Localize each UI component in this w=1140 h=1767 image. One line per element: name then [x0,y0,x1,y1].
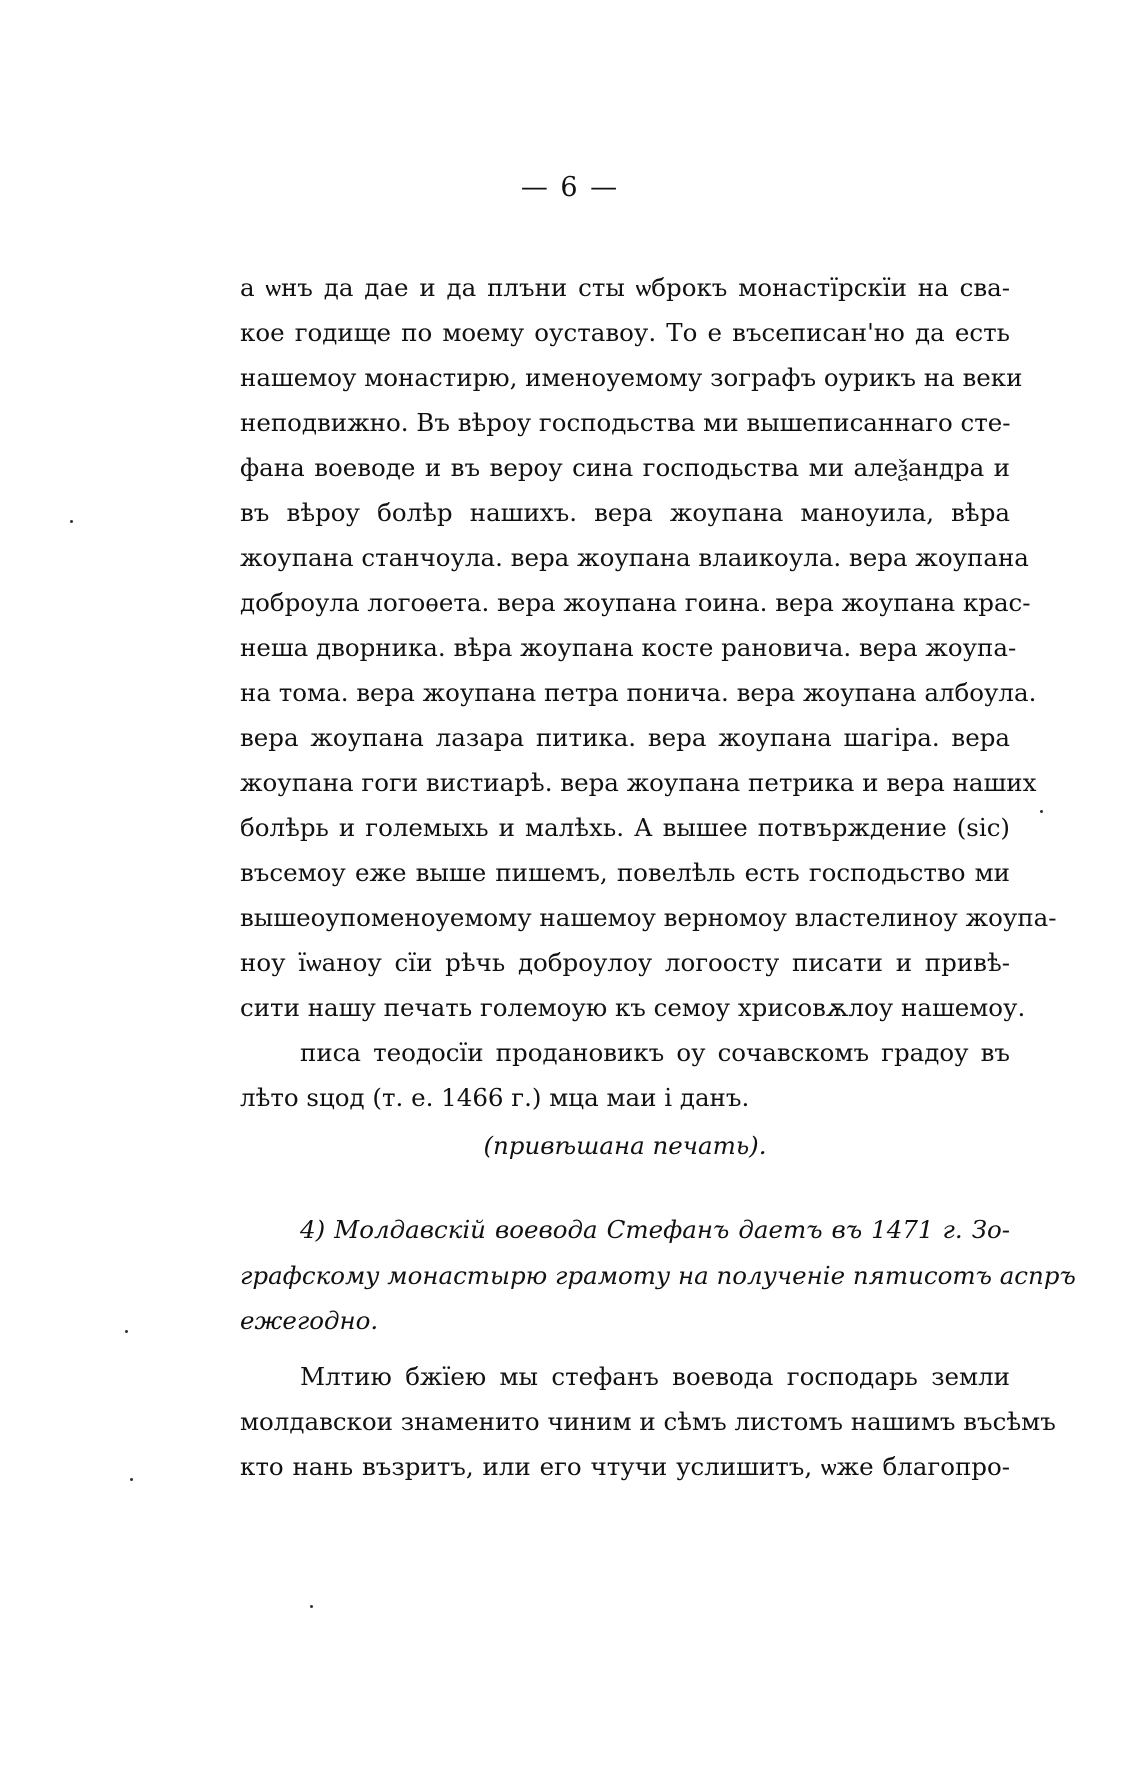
text-line: доброула логоѳета. вера жоупана гоина. вера жоупана крас- [240,588,1031,617]
scan-speck [70,520,73,523]
text-line: сити нашу печать големоую къ семоу хрисовѫлоу нашемоу. [240,993,1026,1022]
text-line: на тома. вера жоупана петра понича. вера жоупана албоула. [240,678,1037,707]
text-line: а ѡнъ да дае и да плъни сты ѡброкъ монастїрскїи на сва- [240,273,1010,302]
scribe-line: лѣто ѕцод (т. е. 1466 г.) мца маи і данъ. [240,1083,750,1112]
scan-speck [310,1605,313,1608]
text-line: жоупана гоги вистиарѣ. вера жоупана петрика и вера наших [240,768,1037,797]
page-number: — 6 — [520,172,620,203]
text-line: нашемоу монастирю, именоуемому зографъ оурикъ на веки [240,363,1023,392]
text-line: въсемоу еже выше пишемъ, повелѣль есть господьство ми [240,858,1010,887]
text-line: неподвижно. Въ вѣроу господьства ми вышеписаннаго сте- [240,408,1011,437]
section-heading-line: графскому монастырю грамоту на полученіе пятисотъ аспръ [240,1261,1076,1290]
text-line: вышеоупоменоуемому нашемоу верномоу властелиноу жоупа- [240,903,1057,932]
text-line: ноу їѡаноу сїи рѣчь доброулоу логоосту писати и привѣ- [240,948,1010,977]
section-heading-line: ежегодно. [240,1306,379,1335]
text-line: въ вѣроу болѣр нашихъ. вера жоупана маноуила, вѣра [240,498,1010,527]
text-line: молдавскои знаменито чиним и сѣмъ листомъ нашимъ въсѣмъ [240,1407,1056,1436]
text-line: жоупана станчоула. вера жоупана влаикоула. вера жоупана [240,543,1029,572]
text-line: неша дворника. вѣра жоупана косте рановича. вера жоупа- [240,633,1017,662]
section-heading-line: 4) Молдавскій воевода Стефанъ даетъ въ 1471 г. Зо- [300,1215,1010,1244]
text-line: Млтию бжїею мы стефанъ воевода господарь земли [300,1362,1010,1391]
scan-speck [125,1330,128,1333]
text-line: фана воеводе и въ вероу сина господьства ми алеѯандра и [240,453,1010,482]
text-line: кое годище по моему оуставоу. То е въсеписан'но да есть [240,318,1010,347]
scan-speck [1040,810,1043,813]
scribe-line: писа теодосїи продановикъ оу сочавскомъ градоу въ [300,1038,1010,1067]
text-line: кто нань възритъ, или его чтучи услишитъ, ѡже благопро- [240,1452,1010,1481]
seal-note: (привѣшана печать). [483,1131,767,1160]
text-line: болѣрь и големыхь и малѣхь. А вышее потвърждение (sic) [240,813,1010,842]
scan-speck [130,1478,133,1481]
text-line: вера жоупана лазара питика. вера жоупана шагіра. вера [240,723,1010,752]
